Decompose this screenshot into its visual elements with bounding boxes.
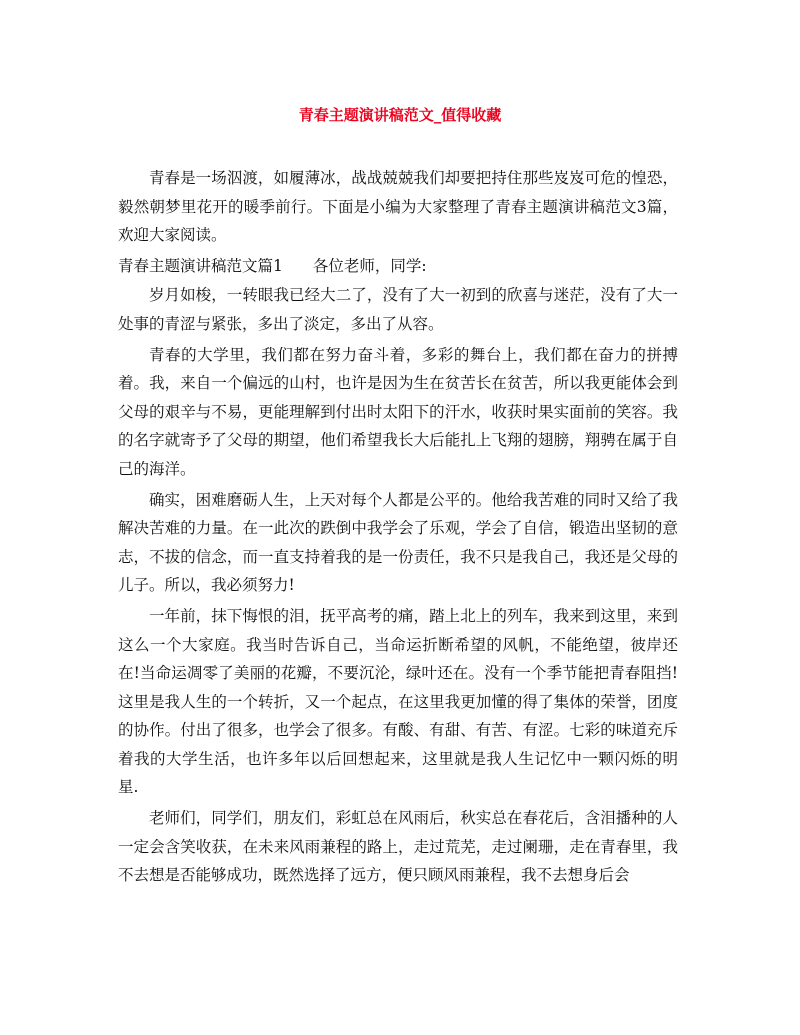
body-paragraph-1: 岁月如梭，一转眼我已经大二了，没有了大一初到的欣喜与迷茫，没有了大一处事的青涩与紧张，多出了淡定，多出了从容。 <box>118 286 678 333</box>
salutation: 各位老师，同学: <box>312 256 427 275</box>
body-paragraph-4: 一年前，抹下悔恨的泪，抚平高考的痛，踏上北上的列车，我来到这里，来到这么一个大家庭。我当时告诉自己，当命运折断希望的风帆，不能绝望，彼岸还在!当命运凋零了美丽的花瓣，不要沉沦，绿叶还在。没有一个季节能把青春阻挡!这里是我人生的一个转折，又一个起点，在这里我更加懂的得了集体的荣誉，团度的协作。付出了很多，也学会了很多。有酸、有甜、有苦、有涩。七彩的味道充斥着我的大学生活，也许多年以后回想起来，这里就是我人生记忆中一颗闪烁的明星. <box>118 606 678 797</box>
body-paragraph-2: 青春的大学里，我们都在努力奋斗着，多彩的舞台上，我们都在奋力的拼搏着。我，来自一个偏远的山村，也许是因为生在贫苦长在贫苦，所以我更能体会到父母的艰辛与不易，更能理解到付出时太阳下的汗水，收获时果实面前的笑容。我的名字就寄予了父母的期望，他们希望我长大后能扎上飞翔的翅膀，翔骋在属于自己的海洋。 <box>118 345 678 478</box>
body-paragraph-5: 老师们，同学们，朋友们，彩虹总在风雨后，秋实总在春花后，含泪播种的人一定会含笑收获，在未来风雨兼程的路上，走过荒芜，走过阑珊，走在青春里，我不去想是否能够成功，既然选择了远方，便只顾风雨兼程，我不去想身后会 <box>118 809 678 885</box>
document-title: 青春主题演讲稿范文_值得收藏 <box>298 106 502 124</box>
section-heading-line <box>118 252 678 281</box>
document-body <box>118 164 678 892</box>
intro-paragraph: 青春是一场泅渡，如履薄冰，战战兢兢我们却要把持住那些岌岌可危的惶恐，毅然朝梦里花开的暖季前行。下面是小编为大家整理了青春主题演讲稿范文3篇，欢迎大家阅读。 <box>118 169 678 245</box>
body-paragraph-3: 确实，困难磨砺人生，上天对每个人都是公平的。他给我苦难的同时又给了我解决苦难的力量。在一此次的跌倒中我学会了乐观，学会了自信，锻造出坚韧的意志，不拔的信念，而一直支持着我的是一份责任，我不只是我自己，我还是父母的儿子。所以，我必须努力! <box>118 490 678 595</box>
section-heading: 青春主题演讲稿范文篇1 <box>118 256 283 275</box>
